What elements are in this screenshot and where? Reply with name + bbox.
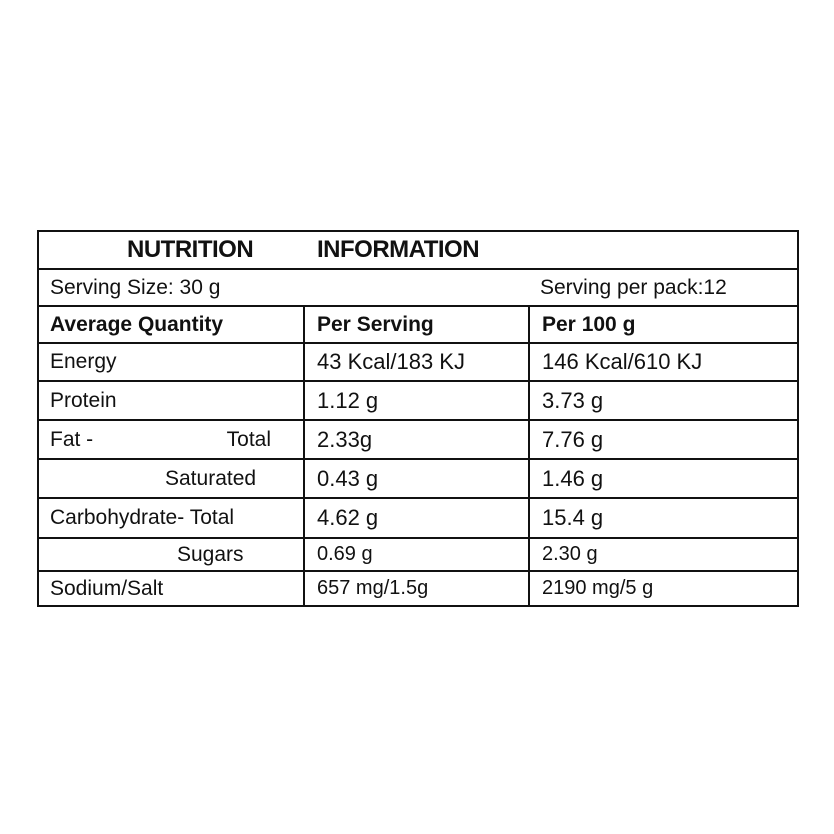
energy-per-100g: 146 Kcal/610 KJ [528,344,797,380]
table-row [39,344,797,382]
row-label-carbohydrate: Carbohydrate- Total [50,506,235,529]
serving-row [39,270,797,307]
table-row [39,539,797,572]
sodium-per-serving: 657 mg/1.5g [303,572,528,605]
sugars-per-serving: 0.69 g [303,539,528,570]
saturated-per-100g: 1.46 g [528,460,797,497]
nutrition-information-panel [37,230,799,607]
protein-per-100g: 3.73 g [528,382,797,419]
fat-per-100g: 7.76 g [528,421,797,458]
row-label-sugars: Sugars [177,542,244,566]
table-row [39,460,797,499]
servings-per-pack: Serving per pack:12 [540,275,727,299]
header-per-serving: Per Serving [303,307,528,342]
saturated-per-serving: 0.43 g [303,460,528,497]
energy-per-serving: 43 Kcal/183 KJ [303,344,528,380]
row-label-saturated: Saturated [165,466,257,490]
header-per-100g: Per 100 g [528,307,797,342]
serving-size: Serving Size: 30 g [50,275,221,299]
title-row [39,232,797,270]
table-row [39,572,797,605]
protein-per-serving: 1.12 g [303,382,528,419]
header-average-quantity: Average Quantity [50,312,224,336]
sugars-per-100g: 2.30 g [528,539,797,570]
column-header-row [39,307,797,344]
row-label-sodium-salt: Sodium/Salt [50,576,164,600]
title-nutrition: NUTRITION [127,236,254,263]
table-row [39,421,797,460]
carbohydrate-per-100g: 15.4 g [528,499,797,537]
row-label-fat [39,421,303,458]
fat-total-label: Total [226,427,271,451]
table-row [39,499,797,539]
fat-label: Fat - [50,427,94,451]
row-label-protein: Protein [50,388,117,412]
table-row [39,382,797,421]
title-information: INFORMATION [317,236,480,263]
carbohydrate-per-serving: 4.62 g [303,499,528,537]
fat-per-serving: 2.33g [303,421,528,458]
row-label-energy: Energy [50,350,117,373]
sodium-per-100g: 2190 mg/5 g [528,572,797,605]
